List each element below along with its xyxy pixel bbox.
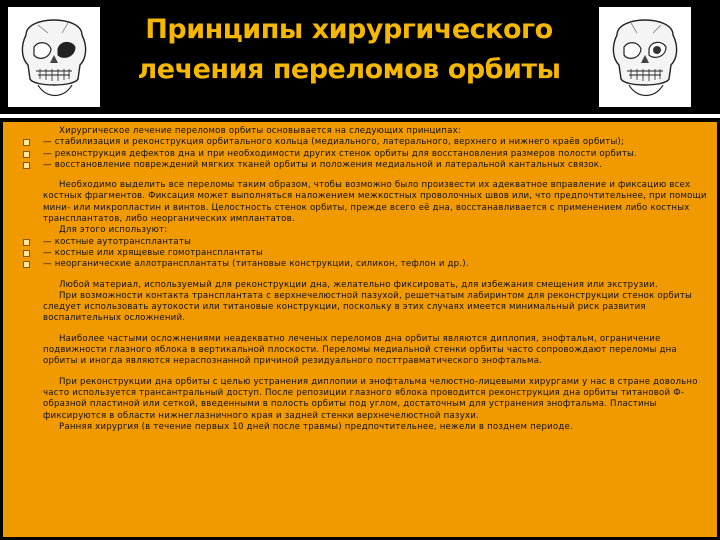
body-paragraph: При реконструкции дна орбиты с целью устранения диплопии и энофтальма челюстно-лицевыми хирургами у нас в стране довольно часто используется трансантральный доступ. После репозиции глазного яблока проводится реконструкция дна орбиты титановой Ф-образной пластиной или сеткой, введенными в полость орбиты под углом, достаточным для устранения энофтальма. Пластины фиксируются в области нижнеглазничного края и задней стенки верхнечелюстной пазухи. xyxy=(43,376,698,421)
skull-drawing xyxy=(599,7,691,107)
bullet-item: — реконструкция дефектов дна и при необходимости других стенок орбиты для восстановления размеров полости орбиты. xyxy=(43,149,707,160)
body-paragraph: Хирургическое лечение переломов орбиты основывается на следующих принципах: xyxy=(59,126,461,136)
bullet-item: — неорганические аллотрансплантаты (титановые конструкции, силикон, тефлон и др.). xyxy=(43,259,707,270)
header-divider xyxy=(0,114,720,118)
body-paragraph: Для этого используют: xyxy=(59,225,168,236)
bullet-item: — стабилизация и реконструкция орбитального кольца (медиального, латерального, верхнего и нижнего краёв орбиты); xyxy=(43,137,707,148)
skull-illustration-left xyxy=(8,7,100,107)
bullet-item: — восстановление повреждений мягких тканей орбиты и положения медиальной и латеральной кантальных связок. xyxy=(43,160,707,171)
skull-illustration-right xyxy=(599,7,691,107)
slide-header xyxy=(0,0,720,112)
slide-title: Принципы хирургического лечения переломов орбиты xyxy=(137,14,561,85)
slide-body xyxy=(3,122,717,537)
body-paragraph: Ранняя хирургия (в течение первых 10 дней после травмы) предпочтительнее, нежели в позднем периоде. xyxy=(59,421,573,432)
bullet-item: — костные или хрящевые гомотрансплантаты xyxy=(43,248,707,259)
body-paragraph: Наиболее частыми осложнениями неадекватно леченых переломов дна орбиты являются диплопия, энофтальм, ограничение подвижности глазного яблока в вертикальной плоскости. Переломы медиальной стенки орбиты часто сопровождают переломы дна орбиты и иногда являются нераспознанной причиной резидуального посттравматического энофтальма. xyxy=(43,333,677,367)
body-paragraph: Необходимо выделить все переломы таким образом, чтобы возможно было произвести их адекватное вправление и фиксацию всех костных фрагментов. Фиксация может выполняться наложением межкостных проволочных швов или, что предпочтительнее, при помощи мини- или микропластин и винтов. Целостность стенок орбиты, прежде всего её дна, восстанавливается с применением либо костных трансплантатов, либо неорганических имплантатов. xyxy=(43,180,707,225)
skull-drawing xyxy=(8,7,100,107)
bullet-item: — костные аутотрансплантаты xyxy=(43,237,707,248)
body-paragraph: Любой материал, используемый для реконструкции дна, желательно фиксировать, для избежания смещения или экструзии. xyxy=(59,279,658,290)
body-paragraph: При возможности контакта трансплантата с верхнечелюстной пазухой, решетчатым лабиринтом для реконструкции стенок орбиты следует использовать аутокости или титановые конструкции, поскольку в этих случаях имеется минимальный риск развития воспалительных осложнений. xyxy=(43,290,693,324)
